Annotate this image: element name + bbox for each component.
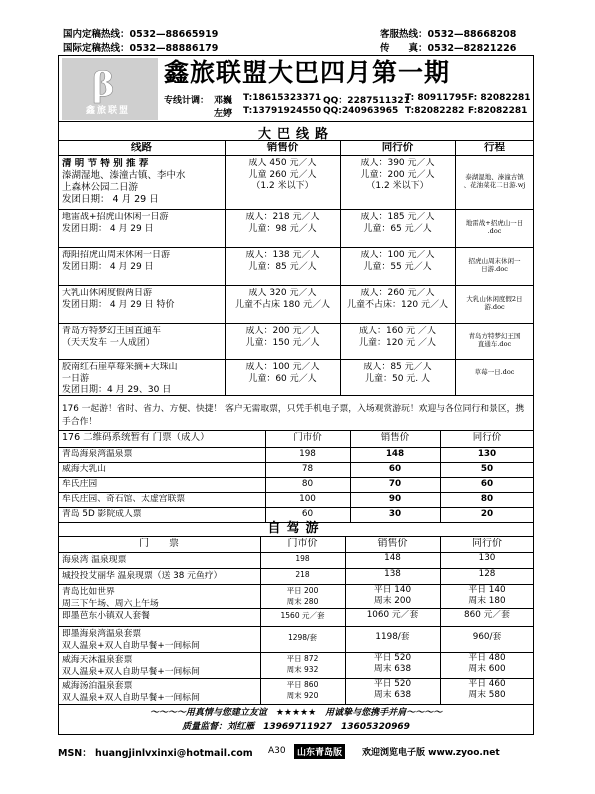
rule-line — [58, 608, 534, 609]
self-sale-price-line: 平日 520 — [373, 653, 412, 663]
bus-peer-price-line: 儿童：200 元／人 — [360, 169, 435, 180]
notice-text: 176 一起游！省时、省力、方便、快捷！ 客户无需取票，只凭手机电子票，入场观赏游玩！欢迎与各位同行和景区，携手合作！ — [62, 404, 525, 427]
qr-cell: 80 — [301, 479, 314, 489]
bus-peer-price-line: 成人：260 元／人 — [360, 288, 435, 298]
self-door-price-line: 周末 920 — [286, 691, 319, 700]
bus-peer-price — [344, 362, 451, 385]
qr-cell: 148 — [385, 449, 405, 459]
bus-header-itinerary: 行程 — [484, 142, 505, 153]
bus-route-line: 清 明 节 特 别 推 荐 — [62, 158, 149, 169]
self-peer-price — [442, 653, 532, 675]
self-peer-price — [442, 553, 532, 564]
bus-sale-price-line: 儿童不占床 180 元／人 — [235, 299, 330, 310]
bus-sale-price — [229, 288, 336, 311]
svg-text:β: β — [92, 65, 115, 105]
column-rule — [225, 140, 226, 395]
bus-sale-price-line: （1.2 米以下） — [251, 181, 314, 191]
self-door-price-line: 218 — [295, 570, 310, 579]
contact-name-1: 邓巍 — [214, 96, 233, 106]
bus-sale-price-line: 儿童：150 元／人 — [245, 337, 320, 348]
bus-sale-price-line: 儿童：98 元／人 — [248, 223, 317, 234]
itinerary-file — [458, 257, 531, 273]
bus-sale-price-line: 成人：100 元／人 — [245, 362, 320, 372]
self-sale-price — [347, 569, 438, 580]
bus-sale-price-line: 成人：138 元／人 — [245, 250, 320, 260]
bus-route-line: 发团日期：4 月 29、30 日 — [62, 385, 172, 395]
self-peer-price-line: 960/套 — [472, 632, 502, 642]
column-rule — [260, 536, 261, 704]
contact-qq-1: QQ：2287511321 — [323, 96, 410, 106]
self-door-price-line: 平日 872 — [286, 654, 319, 663]
self-header-2: 销售价 — [377, 538, 408, 549]
self-ticket-name — [62, 610, 258, 622]
service-hotline: 客服热线：0532—88668208 — [380, 29, 517, 40]
qr-cell: 威海大乳山 — [62, 464, 106, 474]
self-door-price — [262, 553, 343, 564]
rule-line — [58, 247, 534, 248]
contact-t2-1: T: 80911795 — [405, 93, 468, 103]
self-peer-price-line: 周末 600 — [468, 664, 506, 674]
page-number: A30 — [268, 746, 286, 756]
self-door-price-line: 平日 860 — [286, 680, 319, 689]
bus-route-line: 海阳招虎山周末休闲一日游 — [62, 250, 171, 260]
bus-sale-price — [229, 212, 336, 235]
bus-sale-price — [229, 158, 336, 193]
bus-route-line: 溱湖湿地、溱潼古镇、李中水 — [62, 170, 186, 181]
itinerary-file-line: 日游.doc — [481, 265, 508, 273]
self-ticket-name-line: 青岛比如世界 — [62, 587, 115, 597]
bus-peer-price-line: （1.2 米以下） — [366, 181, 429, 191]
itinerary-file-line: 招虎山周末休闲一 — [468, 257, 521, 265]
rule-line — [58, 395, 534, 396]
qr-cell: 30 — [388, 509, 402, 519]
bus-route-line: 大乳山休闲度假两日游 — [62, 288, 153, 298]
qr-header-1: 门市价 — [293, 432, 322, 443]
bus-peer-price — [344, 212, 451, 235]
itinerary-file-line: 地雷战+招虎山一日 — [465, 219, 524, 227]
qr-cell: 牟氏庄园、奇石馆、太虚宫联票 — [62, 494, 186, 504]
bus-peer-price-line: 儿童不占床：120 元／人 — [346, 299, 449, 310]
qr-cell: 70 — [388, 479, 402, 489]
bus-route — [62, 250, 223, 273]
bus-sale-price-line: 成人 450 元／人 — [248, 158, 317, 168]
bus-sale-price-line: 儿童：85 元／人 — [248, 261, 317, 272]
contact-fax-2: F:82082281 — [468, 106, 528, 116]
self-ticket-name — [62, 586, 258, 610]
self-peer-price — [442, 585, 532, 607]
self-peer-price-line: 平日 480 — [468, 653, 506, 663]
self-sale-price — [347, 653, 438, 675]
contact-fax-1: F: 82082281 — [468, 93, 531, 103]
bus-sale-price-line: 成人：218 元／人 — [245, 212, 320, 222]
itinerary-file — [458, 368, 531, 376]
self-ticket-name — [62, 570, 258, 582]
qr-cell: 青岛海泉湾温泉票 — [62, 449, 133, 459]
bus-sale-price-line: 儿童：60 元／人 — [248, 373, 317, 384]
self-ticket-name-line: 威海天沐温泉套票 — [62, 655, 133, 665]
rule-line — [58, 492, 534, 493]
rule-line — [58, 447, 534, 448]
self-peer-price — [442, 679, 532, 701]
self-ticket-name — [62, 680, 258, 704]
bus-sale-price-line: 儿童 260 元／人 — [248, 169, 317, 180]
self-peer-price — [442, 569, 532, 580]
itinerary-file — [458, 332, 531, 348]
self-peer-price-line: 周末 580 — [468, 690, 506, 700]
edition-badge: 山东青岛版 — [294, 744, 345, 759]
rule-line — [58, 209, 534, 210]
msn-contact: MSN： huangjinlvxinxi@hotmail.com — [58, 748, 253, 759]
qr-cell: 80 — [480, 494, 494, 504]
qr-cell: 20 — [480, 509, 494, 519]
bus-header-route: 线路 — [131, 142, 152, 153]
self-drive-section-title: 自驾游 — [267, 521, 325, 536]
rule-line — [58, 626, 534, 627]
bus-sale-price — [229, 326, 336, 349]
bus-peer-price-line: 儿童：65 元／人 — [363, 223, 432, 234]
qr-cell: 青岛 5D 影院成人票 — [62, 509, 142, 519]
itinerary-file-line: 、花油菜花二日游.wj — [463, 181, 526, 189]
bus-peer-price — [344, 250, 451, 273]
contact-t2-2: T:82082282 — [405, 106, 465, 116]
itinerary-file-line: 直通车.doc — [477, 340, 512, 348]
bus-sale-price-line: 成人 320 元／人 — [248, 288, 317, 298]
bus-route — [62, 212, 223, 235]
qr-cell: 牟氏庄园 — [62, 479, 98, 489]
qr-header-3: 同行价 — [472, 432, 502, 443]
self-sale-price — [347, 632, 438, 643]
bus-sale-price — [229, 250, 336, 273]
self-ticket-name-line: 双人温泉+双人自助早餐+一间标间 — [62, 641, 200, 651]
self-peer-price-line: 平日 140 — [468, 585, 506, 595]
self-door-price-line: 平日 200 — [286, 586, 319, 595]
rule-line — [58, 285, 534, 286]
itinerary-file-line: 泰湖湿地、溱潼古镇 — [465, 173, 524, 181]
bus-peer-price — [344, 158, 451, 193]
self-door-price — [262, 569, 343, 580]
self-ticket-name-line: 即墨海泉湾温泉套票 — [62, 629, 142, 639]
bus-peer-price-line: 儿童：55 元／人 — [363, 261, 432, 272]
self-sale-price — [347, 679, 438, 701]
self-sale-price — [347, 610, 438, 621]
itinerary-file-line: 大乳山休闲度假2日 — [466, 295, 523, 303]
bus-sale-price — [229, 362, 336, 385]
domestic-hotline: 国内定稿热线：0532—88665919 — [63, 29, 219, 40]
bus-route-line: 地雷战+招虎山休闲一日游 — [62, 212, 169, 222]
qr-cell: 100 — [299, 494, 316, 504]
self-peer-price — [442, 610, 532, 621]
self-peer-price-line: 平日 460 — [468, 679, 506, 689]
self-door-price-line: 周末 932 — [286, 665, 319, 674]
self-ticket-name-line: 双人温泉+双人自助早餐+一间标间 — [62, 693, 200, 703]
bus-peer-price — [344, 326, 451, 349]
column-rule — [440, 536, 441, 704]
self-sale-price-line: 148 — [384, 553, 401, 563]
contact-tel-2: T:13791924550 — [243, 106, 322, 116]
bus-header-sale-price: 销售价 — [266, 142, 299, 153]
self-sale-price-line: 1060 元／套 — [366, 610, 419, 620]
self-door-price-line: 1560 元／套 — [280, 611, 325, 620]
self-ticket-name — [62, 654, 258, 678]
self-door-price — [262, 653, 343, 675]
bus-route-line: 发团日期： 4 月 29 日 — [62, 194, 159, 205]
bus-route-line: 胶南红石崖草莓采摘+大珠山 — [62, 362, 178, 372]
itinerary-file-line: 青岛方特梦幻王国 — [468, 332, 521, 340]
itinerary-file-line: 草莓一日.doc — [474, 368, 515, 376]
self-header-1: 门市价 — [287, 538, 318, 549]
contact-qq-2: QQ:240963965 — [323, 106, 399, 116]
qr-header-0: 176 二维码系统暂有 门票（成人） — [62, 432, 210, 443]
self-sale-price-line: 平日 520 — [373, 679, 412, 689]
slogan: ～～～～用真情与您建立友谊 ★★★★★ 用诚挚与您携手并肩～～～～ — [149, 708, 443, 718]
rule-line — [58, 462, 534, 463]
self-peer-price-line: 128 — [478, 569, 496, 579]
self-peer-price-line: 130 — [478, 553, 496, 563]
bus-peer-price-line: 成人：185 元／人 — [360, 212, 435, 222]
bus-peer-price — [344, 288, 451, 311]
bus-route-line: 发团日期： 4 月 29 日 — [62, 261, 154, 272]
contact-tel-1: T:18615323371 — [243, 93, 322, 103]
qr-cell: 60 — [301, 509, 314, 519]
self-ticket-name — [62, 628, 258, 652]
bus-peer-price-line: 儿童：120 元 ／人 — [359, 337, 436, 348]
self-sale-price-line: 周末 638 — [373, 664, 412, 674]
bus-route — [62, 326, 223, 349]
itinerary-file-line: .doc — [487, 227, 502, 235]
column-rule — [455, 140, 456, 395]
column-rule — [440, 430, 441, 522]
bus-route-line: 一日游 — [62, 373, 90, 384]
contacts-label: 专线计调： — [164, 96, 210, 106]
self-sale-price-line: 138 — [384, 569, 401, 579]
self-peer-price-line: 860 元／套 — [464, 610, 510, 620]
bus-sale-price-line: 成人：200 元／人 — [245, 326, 320, 336]
self-door-price — [262, 632, 343, 643]
self-ticket-name-line: 城投投艾丽华 温泉现票（送 38 元鱼疗） — [62, 571, 223, 581]
qr-cell: 198 — [299, 449, 316, 459]
self-door-price — [262, 679, 343, 701]
bus-route — [62, 362, 223, 397]
self-ticket-name-line: 周三下午场、周六上午场 — [62, 599, 159, 609]
bus-route-line: 发团日期： 4 月 29 日 — [62, 223, 154, 234]
qr-cell: 50 — [480, 464, 494, 474]
qr-header-2: 销售价 — [380, 432, 410, 443]
itinerary-file — [458, 173, 531, 189]
self-ticket-name-line: 双人温泉+双人自助早餐+一间标间 — [62, 667, 200, 677]
self-sale-price-line: 周末 200 — [373, 596, 412, 606]
self-sale-price — [347, 585, 438, 607]
rule-line — [58, 323, 534, 324]
self-sale-price-line: 1198/套 — [375, 632, 410, 642]
qr-cell: 78 — [301, 464, 314, 474]
self-ticket-name — [62, 554, 258, 566]
column-rule — [265, 430, 266, 522]
rule-line — [58, 536, 534, 537]
bus-route-line: （天天发车 一人成团） — [62, 337, 155, 348]
intl-hotline: 国际定稿热线：0532—88886179 — [63, 43, 219, 54]
rule-line — [58, 155, 534, 156]
qr-cell: 60 — [480, 479, 494, 489]
itinerary-file-line: 游.doc — [484, 303, 505, 311]
self-door-price — [262, 610, 343, 621]
self-door-price-line: 198 — [295, 554, 310, 563]
qr-cell: 60 — [388, 464, 402, 474]
fax-hotline: 传 真：0532—82821226 — [380, 43, 517, 54]
bus-route-line: 青岛方特梦幻王国直通车 — [62, 326, 162, 336]
bus-route-line: 上森林公园二日游 — [62, 182, 139, 193]
itinerary-file — [458, 295, 531, 311]
bus-peer-price-line: 成人：160 元 ／人 — [359, 326, 436, 336]
self-peer-price — [442, 632, 532, 643]
self-ticket-name-line: 即墨芭东小镇双人套餐 — [62, 611, 150, 621]
rule-line — [58, 507, 534, 508]
logo — [62, 58, 158, 120]
self-door-price — [262, 585, 343, 607]
welcome-text: 欢迎浏览电子版 www.zyoo.net — [362, 748, 500, 758]
self-door-price-line: 1298/套 — [287, 633, 318, 642]
bus-route — [62, 158, 223, 206]
bus-route — [62, 288, 223, 311]
self-header-0: 门 票 — [139, 538, 179, 549]
page-title: 鑫旅联盟大巴四月第一期 — [164, 58, 451, 87]
qr-cell: 130 — [477, 449, 497, 459]
bus-peer-price-line: 成人：85 元／人 — [363, 362, 432, 372]
logo-text: 鑫旅联盟 — [86, 106, 131, 116]
itinerary-file — [458, 219, 531, 235]
rule-line — [58, 359, 534, 360]
self-sale-price-line: 周末 638 — [373, 690, 412, 700]
bus-peer-price-line: 成人：390 元／人 — [360, 158, 435, 168]
bus-section-title: 大巴线路 — [257, 127, 334, 142]
quality-supervisor: 质量监督：刘红雁 13969711927 13605320969 — [182, 722, 410, 732]
bus-route-line: 发团日期： 4 月 29 日 特价 — [62, 299, 175, 310]
bus-header-peer-price: 同行价 — [381, 142, 414, 153]
column-rule — [350, 430, 351, 522]
rule-line — [58, 477, 534, 478]
self-ticket-name-line: 海泉湾 温泉现票 — [62, 555, 127, 565]
column-rule — [345, 536, 346, 704]
bus-peer-price-line: 成人：100 元／人 — [360, 250, 435, 260]
self-sale-price-line: 平日 140 — [373, 585, 412, 595]
bus-peer-price-line: 儿童：50 元. 人 — [364, 373, 431, 384]
qr-cell: 90 — [388, 494, 402, 504]
self-ticket-name-line: 威海汤泊温泉套票 — [62, 681, 133, 691]
self-door-price-line: 周末 280 — [286, 597, 319, 606]
self-peer-price-line: 周末 180 — [468, 596, 506, 606]
column-rule — [340, 140, 341, 395]
self-header-3: 同行价 — [472, 538, 502, 549]
self-sale-price — [347, 553, 438, 564]
contact-name-2: 左婷 — [214, 109, 233, 119]
